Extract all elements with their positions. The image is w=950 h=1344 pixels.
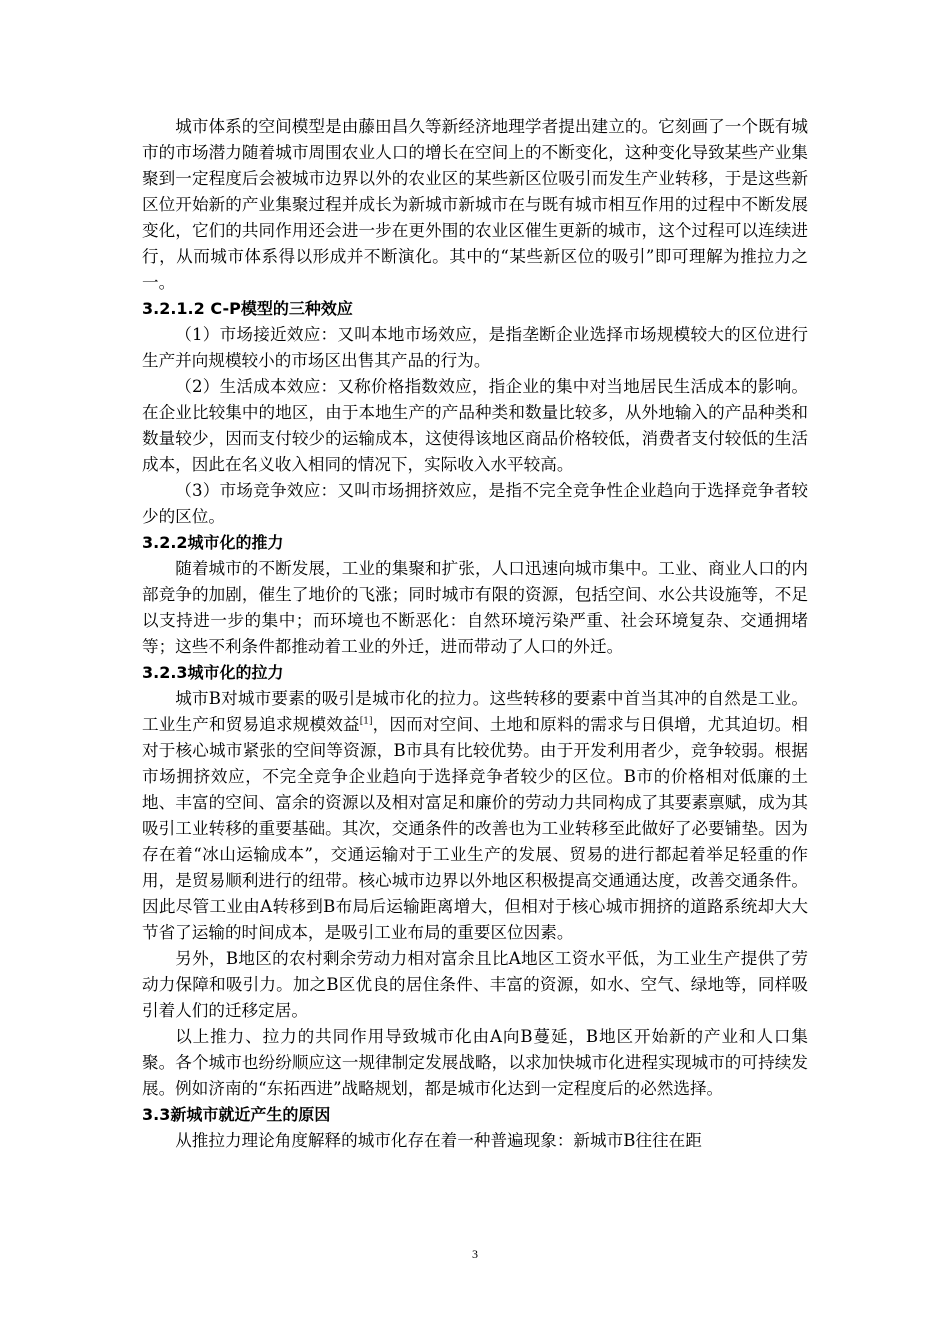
page-number: 3	[472, 1247, 478, 1261]
paragraph-market-competition-effect: （3）市场竞争效应：又叫市场拥挤效应，是指不完全竞争性企业趋向于选择竞争者较少的区位。	[142, 481, 808, 526]
paragraph-urbanization-pull-part2: ，因而对空间、土地和原料的需求与日俱增，尤其迫切。相对于核心城市紧张的空间等资源，B市具有比较优势。由于开发利用者少，竞争较弱。根据市场拥挤效应，不完全竞争企业趋向于选择竞争者较少的区位。B市的价格相对低廉的土地、丰富的空间、富余的资源以及相对富足和廉价的劳动力共同构成了其要素禀赋，成为其吸引工业转移的重要基础。其次，交通条件的改善也为工业转移至此做好了必要铺垫。因为存在着“冰山运输成本”，交通运输对于工业生产的发展、贸易的进行都起着举足轻重的作用，是贸易顺利进行的纽带。核心城市边界以外地区积极提高交通通达度，改善交通条件。因此尽管工业由A转移到B布局后运输距离增大，但相对于核心城市拥挤的道路系统却大大节省了运输的时间成本，是吸引工业布局的重要区位因素。	[142, 715, 808, 942]
paragraph-push-pull-combined: 以上推力、拉力的共同作用导致城市化由A向B蔓延，B地区开始新的产业和人口集聚。各个城市也纷纷顺应这一规律制定发展战略，以求加快城市化进程实现城市的可持续发展。例如济南的“东拓西进”战略规划，都是城市化达到一定程度后的必然选择。	[142, 1027, 808, 1098]
heading-urbanization-push: 3.2.2城市化的推力	[142, 533, 284, 552]
paragraph-city-system-model: 城市体系的空间模型是由藤田昌久等新经济地理学者提出建立的。它刻画了一个既有城市的市场潜力随着城市周围农业人口的增长在空间上的不断变化，这种变化导致某些产业集聚到一定程度后会被城市边界以外的农业区的某些新区位吸引而发生产业转移，于是这些新区位开始新的产业集聚过程并成长为新城市新城市在与既有城市相互作用的过程中不断发展变化，它们的共同作用还会进一步在更外围的农业区催生更新的城市，这个过程可以连续进行，从而城市体系得以形成并不断演化。其中的“某些新区位的吸引”即可理解为推拉力之一。	[142, 117, 808, 292]
paragraph-rural-labor: 另外，B地区的农村剩余劳动力相对富余且比A地区工资水平低，为工业生产提供了劳动力保障和吸引力。加之B区优良的居住条件、丰富的资源，如水、空气、绿地等，同样吸引着人们的迁移定居。	[142, 949, 808, 1020]
paragraph-urbanization-push: 随着城市的不断发展，工业的集聚和扩张，人口迅速向城市集中。工业、商业人口的内部竞争的加剧，催生了地价的飞涨；同时城市有限的资源，包括空间、水公共设施等，不足以支持进一步的集中；而环境也不断恶化：自然环境污染严重、社会环境复杂、交通拥堵等；这些不利条件都推动着工业的外迁，进而带动了人口的外迁。	[142, 559, 808, 656]
heading-cp-model-effects: 3.2.1.2 C-P模型的三种效应	[142, 299, 353, 318]
paragraph-cost-of-living-effect: （2）生活成本效应：又称价格指数效应，指企业的集中对当地居民生活成本的影响。在企业比较集中的地区，由于本地生产的产品种类和数量比较多，从外地输入的产品种类和数量较少，因而支付较少的运输成本，这使得该地区商品价格较低，消费者支付较低的生活成本，因此在名义收入相同的情况下，实际收入水平较高。	[142, 377, 808, 474]
paragraph-urbanization-pull-part1: 城市B对城市要素的吸引是城市化的拉力。这些转移的要素中首当其冲的自然是工业。工业生产和贸易追求规模效益	[142, 689, 808, 734]
paragraph-market-access-effect: （1）市场接近效应：又叫本地市场效应，是指垄断企业选择市场规模较大的区位进行生产并向规模较小的市场区出售其产品的行为。	[142, 325, 808, 370]
citation-ref: [1]	[359, 716, 373, 727]
paragraph-new-city-origin: 从推拉力理论角度解释的城市化存在着一种普遍现象：新城市B往往在距	[175, 1131, 702, 1150]
heading-new-city-origin: 3.3新城市就近产生的原因	[142, 1105, 331, 1124]
paragraph-urbanization-pull	[142, 686, 808, 946]
document-body	[142, 114, 808, 1154]
heading-urbanization-pull: 3.2.3城市化的拉力	[142, 663, 284, 682]
